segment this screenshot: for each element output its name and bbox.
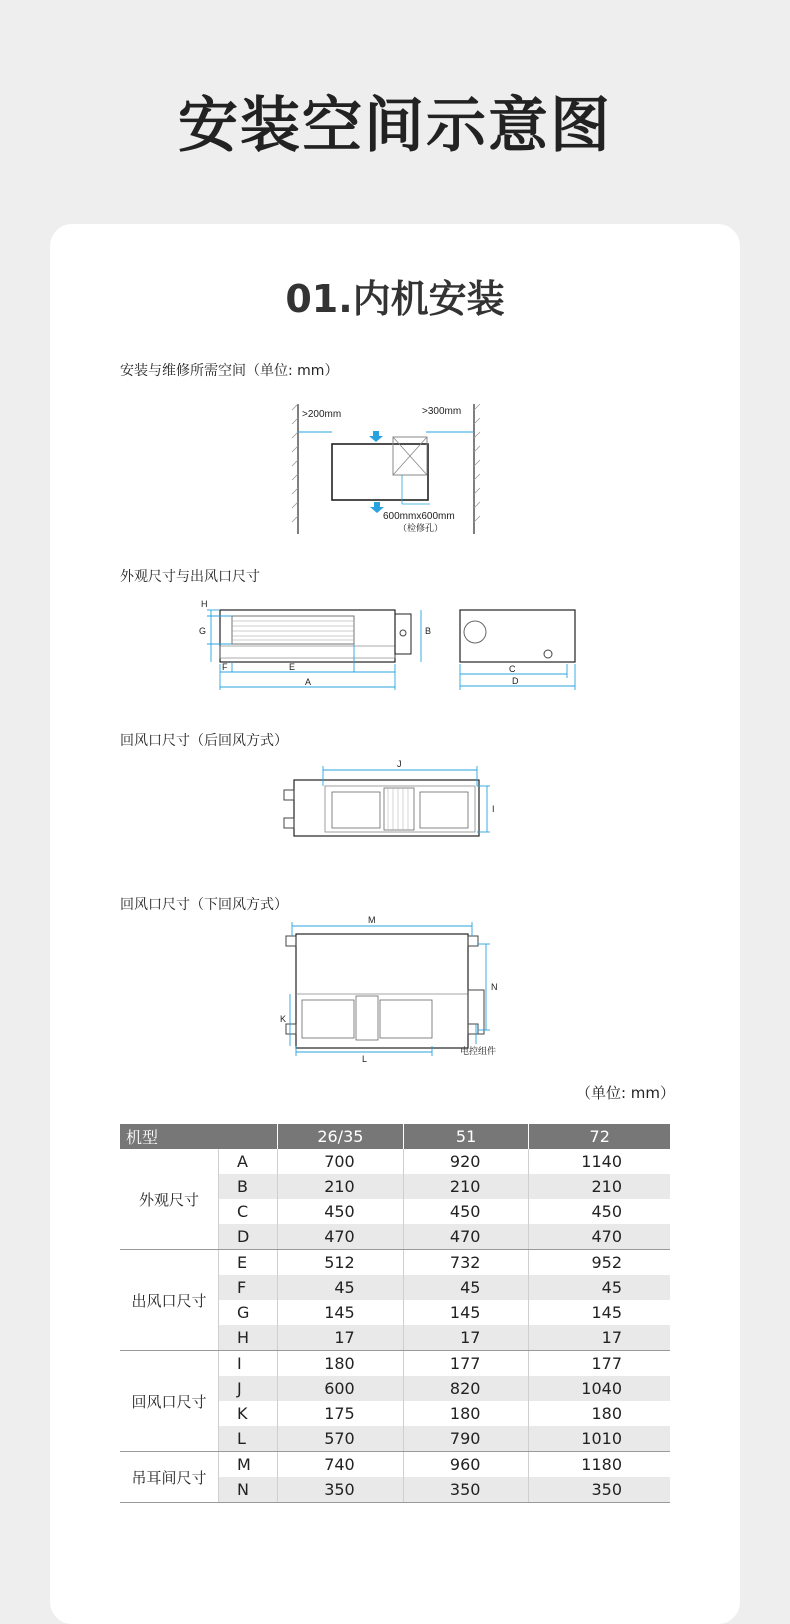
label-n: N: [491, 982, 498, 992]
cell: 350: [403, 1477, 529, 1503]
cell: 350: [278, 1477, 404, 1503]
section-title: 01.内机安装: [285, 277, 505, 321]
cell: 450: [403, 1199, 529, 1224]
outline-caption: 外观尺寸与出风口尺寸: [120, 569, 260, 585]
cell: 450: [591, 1202, 622, 1221]
table-row: [120, 1149, 670, 1174]
bottom-return-diagram: [280, 914, 540, 1064]
cell: 1140: [581, 1152, 622, 1171]
header-model: 机型: [120, 1124, 278, 1149]
cell: 512: [278, 1250, 404, 1276]
row-key: E: [219, 1250, 278, 1276]
cell: 210: [278, 1174, 404, 1199]
label-j: J: [397, 759, 402, 769]
cell: 45: [278, 1275, 404, 1300]
table-header-row: [120, 1124, 670, 1149]
header-col-2: 51: [403, 1124, 529, 1149]
cell: 450: [278, 1199, 404, 1224]
service-space-diagram: [290, 400, 490, 540]
cell: 17: [403, 1325, 529, 1351]
bottom-return-caption: 回风口尺寸（下回风方式）: [120, 897, 288, 913]
label-d: D: [512, 676, 519, 686]
content-card: [50, 224, 740, 1624]
cell: 1180: [581, 1455, 622, 1474]
label-b: B: [425, 626, 432, 636]
cell: 740: [278, 1452, 404, 1478]
label-i: I: [492, 804, 495, 814]
cell: 570: [278, 1426, 404, 1452]
rear-return-diagram: [280, 758, 510, 848]
cell: 470: [278, 1224, 404, 1250]
row-key: N: [219, 1477, 278, 1503]
left-gap-label: >200mm: [302, 409, 342, 420]
row-key: I: [219, 1351, 278, 1377]
cell: 45: [403, 1275, 529, 1300]
cell: 145: [591, 1303, 622, 1322]
spec-table: [120, 1124, 670, 1503]
label-c: C: [509, 664, 516, 674]
unit-note: （单位: mm）: [575, 1084, 675, 1102]
row-key: K: [219, 1401, 278, 1426]
cell: 820: [403, 1376, 529, 1401]
service-space-caption: 安装与维修所需空间（单位: mm）: [120, 363, 339, 379]
cell: 210: [403, 1174, 529, 1199]
label-k: K: [280, 1014, 287, 1024]
cell: 1040: [529, 1376, 670, 1401]
row-key: B: [219, 1174, 278, 1199]
cell: 732: [403, 1250, 529, 1276]
row-key: J: [219, 1376, 278, 1401]
row-key: G: [219, 1300, 278, 1325]
label-f: F: [222, 662, 228, 672]
row-key: H: [219, 1325, 278, 1351]
header-col-3: 72: [529, 1124, 670, 1149]
cell: 210: [529, 1174, 670, 1199]
row-key: C: [219, 1199, 278, 1224]
table-row: [120, 1250, 670, 1276]
row-key: F: [219, 1275, 278, 1300]
cell: 952: [591, 1253, 622, 1272]
cell: 17: [278, 1325, 404, 1351]
label-h: H: [201, 599, 208, 609]
page-title: 安装空间示意图: [178, 91, 612, 161]
label-m: M: [368, 915, 376, 925]
cell: 350: [529, 1477, 670, 1503]
cell: 145: [278, 1300, 404, 1325]
cell: 175: [278, 1401, 404, 1426]
label-l: L: [362, 1054, 368, 1064]
label-e: E: [289, 662, 296, 672]
cell: 920: [403, 1149, 529, 1174]
group-label: 回风口尺寸: [120, 1351, 219, 1452]
row-key: L: [219, 1426, 278, 1452]
right-gap-label: >300mm: [422, 406, 462, 417]
header-col-1: 26/35: [278, 1124, 404, 1149]
cell: 177: [403, 1351, 529, 1377]
rear-return-caption: 回风口尺寸（后回风方式）: [120, 733, 288, 749]
cell: 180: [403, 1401, 529, 1426]
cell: 1010: [529, 1426, 670, 1452]
row-key: D: [219, 1224, 278, 1250]
table-row: [120, 1452, 670, 1478]
label-a: A: [305, 677, 312, 687]
cell: 790: [403, 1426, 529, 1452]
cell: 180: [591, 1404, 622, 1423]
row-key: M: [219, 1452, 278, 1478]
control-box-label: 电控组件: [460, 1046, 497, 1056]
cell: 17: [529, 1325, 670, 1351]
cell: 180: [278, 1351, 404, 1377]
hole-name-label: （检修孔）: [398, 523, 444, 533]
row-key: A: [219, 1149, 278, 1174]
cell: 45: [529, 1275, 670, 1300]
group-label: 出风口尺寸: [120, 1250, 219, 1351]
hole-size-label: 600mmx600mm: [383, 511, 455, 522]
group-label: 外观尺寸: [120, 1149, 219, 1250]
cell: 600: [278, 1376, 404, 1401]
table-row: [120, 1351, 670, 1377]
label-g: G: [199, 626, 207, 636]
cell: 700: [278, 1149, 404, 1174]
outline-diagram: [195, 594, 585, 694]
cell: 177: [591, 1354, 622, 1373]
cell: 145: [403, 1300, 529, 1325]
cell: 470: [529, 1224, 670, 1250]
cell: 960: [403, 1452, 529, 1478]
group-label: 吊耳间尺寸: [120, 1452, 219, 1503]
cell: 470: [403, 1224, 529, 1250]
